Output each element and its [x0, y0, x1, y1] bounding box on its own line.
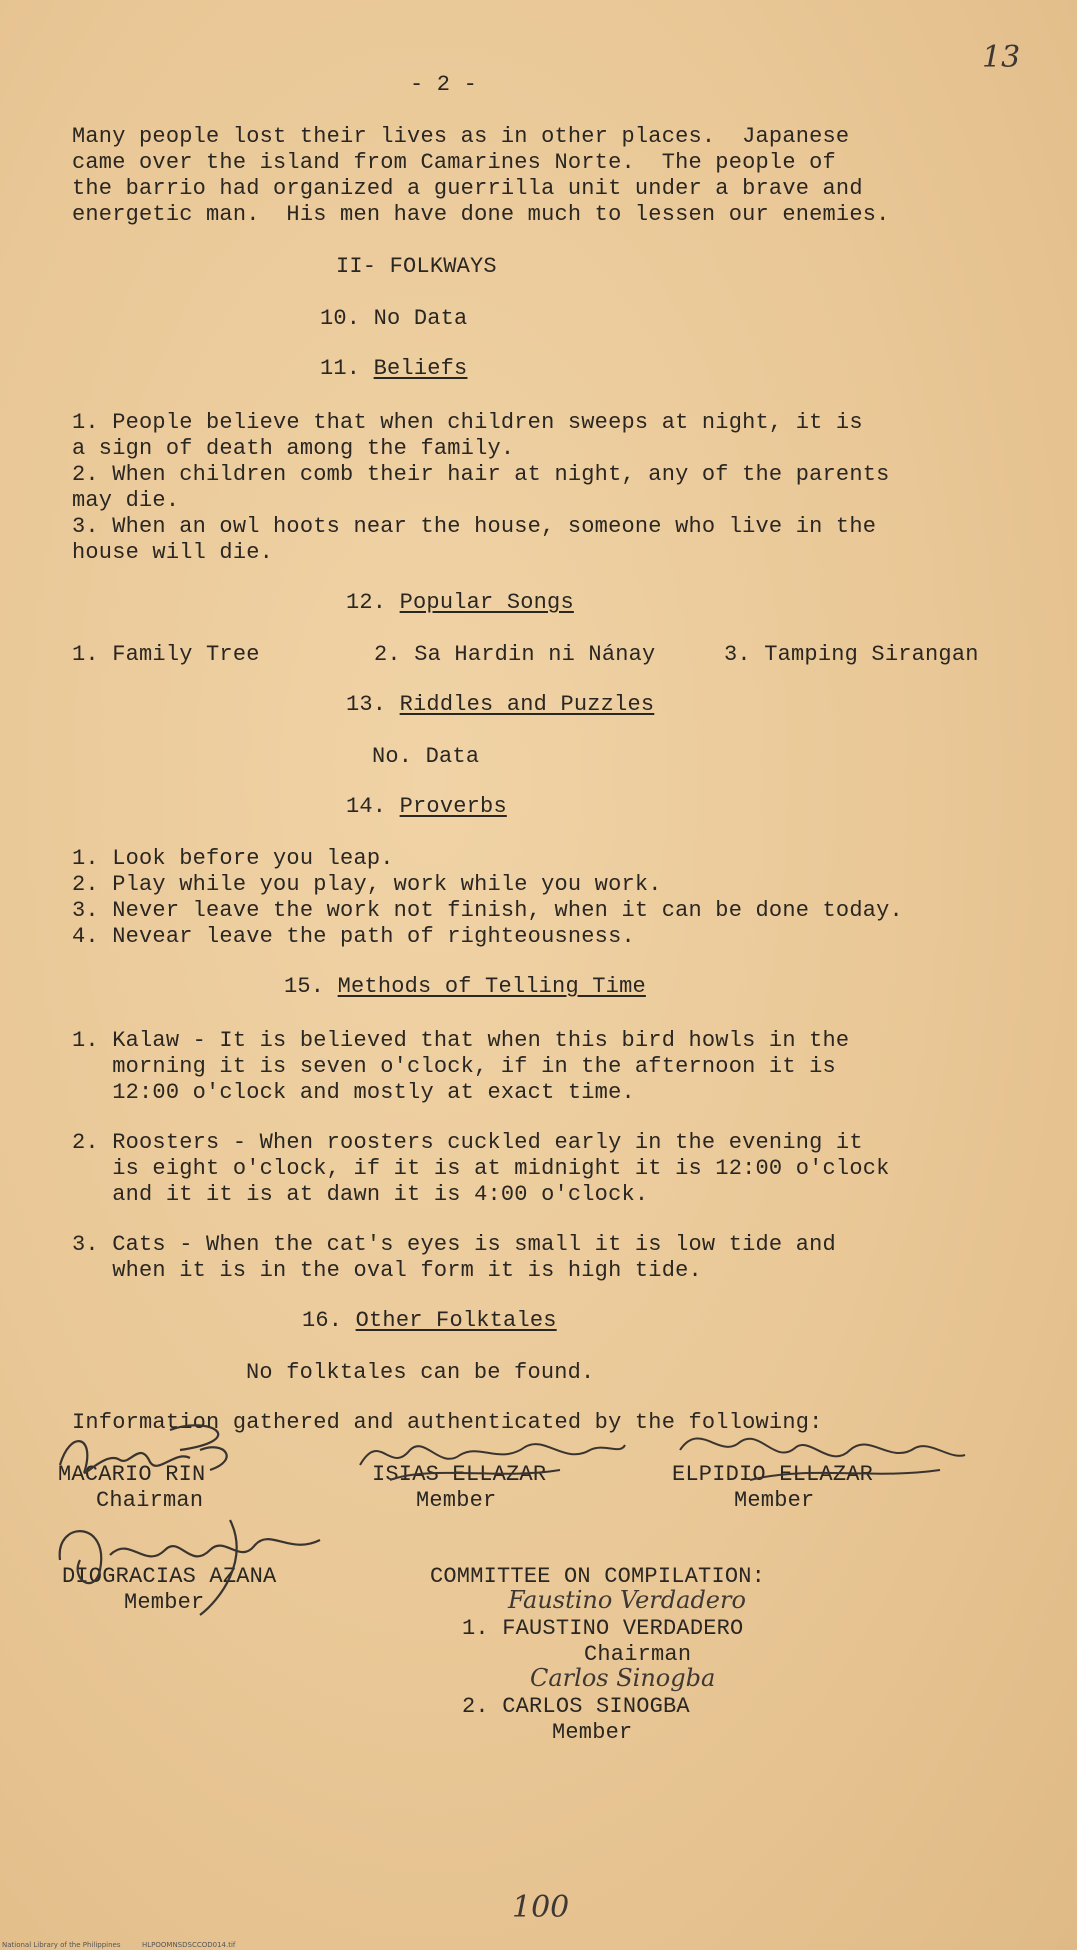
proverb-3: 3. Never leave the work not finish, when it can be done today.	[72, 898, 903, 923]
belief-line-5: 3. When an owl hoots near the house, someone who live in the	[72, 514, 877, 539]
signature-elpidio-ellazar	[670, 1420, 970, 1490]
footer-file-id: HLPOOMNSDSCCOD014.tif	[142, 1941, 236, 1949]
signer-3-name: ELPIDIO ELLAZAR	[672, 1462, 874, 1487]
song-1: 1. Family Tree	[72, 642, 260, 667]
section-13-title: Riddles and Puzzles	[399, 692, 655, 717]
signature-macario-rin	[50, 1420, 250, 1490]
section-16-title: Other Folktales	[355, 1308, 557, 1333]
section-13-no-data: No. Data	[372, 744, 480, 769]
page-number-header: - 2 -	[410, 72, 478, 97]
intro-line-4: energetic man. His men have done much to lessen our enemies.	[72, 202, 890, 227]
belief-line-4: may die.	[72, 488, 180, 513]
committee-member-2-name: 2. CARLOS SINOGBA	[462, 1694, 690, 1719]
time-method-2-line-2: is eight o'clock, if it is at midnight it is 12:00 o'clock	[72, 1156, 890, 1181]
signature-diogracias-azana	[50, 1500, 330, 1620]
section-15-number: 15.	[284, 974, 325, 999]
section-15-heading	[284, 974, 646, 1000]
section-14-title: Proverbs	[399, 794, 507, 819]
section-11-title: Beliefs	[373, 356, 468, 381]
section-14-heading	[346, 794, 507, 820]
song-2: 2. Sa Hardin ni Nánay	[374, 642, 656, 667]
corner-page-mark: 13	[982, 40, 1021, 75]
signature-isias-ellazar	[350, 1425, 630, 1485]
section-13-number: 13.	[346, 692, 387, 717]
proverb-2: 2. Play while you play, work while you work.	[72, 872, 662, 897]
footer-library-label: National Library of the Philippines	[2, 1941, 121, 1949]
time-method-1-line-1: 1. Kalaw - It is believed that when this bird howls in the	[72, 1028, 850, 1053]
intro-line-1: Many people lost their lives as in other places. Japanese	[72, 124, 850, 149]
signer-2-name: ISIAS ELLAZAR	[372, 1462, 547, 1487]
signer-4-role: Member	[124, 1590, 205, 1615]
section-12-title: Popular Songs	[399, 590, 574, 615]
committee-member-2-role: Member	[552, 1720, 633, 1745]
authentication-line: Information gathered and authenticated by the following:	[72, 1410, 823, 1435]
section-15-title: Methods of Telling Time	[337, 974, 646, 999]
folkways-title: II- FOLKWAYS	[336, 254, 497, 279]
section-12-heading	[346, 590, 574, 616]
committee-member-1-role: Chairman	[584, 1642, 692, 1667]
proverb-4: 4. Nevear leave the path of righteousness.	[72, 924, 635, 949]
section-13-heading	[346, 692, 654, 718]
committee-title: COMMITTEE ON COMPILATION:	[430, 1564, 766, 1589]
section-16-number: 16.	[302, 1308, 343, 1333]
belief-line-1: 1. People believe that when children sweeps at night, it is	[72, 410, 863, 435]
bottom-page-mark: 100	[512, 1890, 570, 1925]
signer-3-role: Member	[734, 1488, 815, 1513]
belief-line-2: a sign of death among the family.	[72, 436, 515, 461]
section-14-number: 14.	[346, 794, 387, 819]
time-method-2-line-3: and it it is at dawn it is 4:00 o'clock.	[72, 1182, 649, 1207]
signer-1-name: MACARIO RIN	[58, 1462, 206, 1487]
song-3: 3. Tamping Sirangan	[724, 642, 979, 667]
signer-2-role: Member	[416, 1488, 497, 1513]
section-11-number: 11.	[320, 356, 361, 381]
committee-member-1-name: 1. FAUSTINO VERDADERO	[462, 1616, 744, 1641]
time-method-1-line-3: 12:00 o'clock and mostly at exact time.	[72, 1080, 635, 1105]
time-method-2-line-1: 2. Roosters - When roosters cuckled early in the evening it	[72, 1130, 863, 1155]
belief-line-6: house will die.	[72, 540, 274, 565]
signer-1-role: Chairman	[96, 1488, 204, 1513]
section-12-number: 12.	[346, 590, 387, 615]
committee-member-2-handwritten: Carlos Sinogba	[530, 1664, 716, 1692]
section-16-text: No folktales can be found.	[246, 1360, 595, 1385]
signer-4-name: DIOGRACIAS AZANA	[62, 1564, 277, 1589]
time-method-3-line-1: 3. Cats - When the cat's eyes is small it is low tide and	[72, 1232, 836, 1257]
section-11-heading	[320, 356, 467, 382]
time-method-1-line-2: morning it is seven o'clock, if in the afternoon it is	[72, 1054, 836, 1079]
time-method-3-line-2: when it is in the oval form it is high tide.	[72, 1258, 702, 1283]
section-10-no-data: 10. No Data	[320, 306, 468, 331]
belief-line-3: 2. When children comb their hair at night, any of the parents	[72, 462, 890, 487]
section-title-folkways	[336, 254, 497, 280]
section-16-heading	[302, 1308, 557, 1334]
proverb-1: 1. Look before you leap.	[72, 846, 394, 871]
intro-line-2: came over the island from Camarines Norte. The people of	[72, 150, 836, 175]
intro-line-3: the barrio had organized a guerrilla unit under a brave and	[72, 176, 863, 201]
committee-member-1-handwritten: Faustino Verdadero	[508, 1586, 746, 1614]
